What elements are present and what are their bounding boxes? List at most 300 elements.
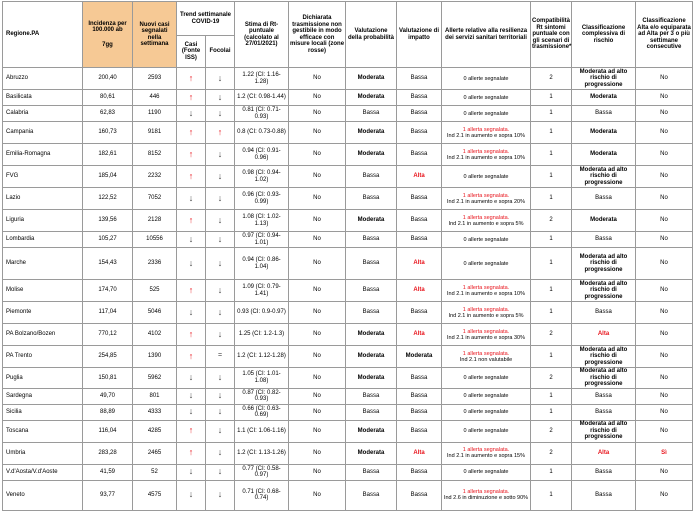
arrow-down-icon: ↓ — [188, 257, 194, 268]
allerte-cell — [442, 280, 531, 302]
trend-casi-cell — [177, 166, 206, 188]
classificazione-alta-cell: No — [636, 388, 693, 404]
dichiarata-cell: No — [289, 68, 346, 90]
rt-cell: 0.71 (CI: 0.68-0.74) — [235, 480, 289, 510]
allerta-segnalata-label: 1 allerta segnalata. — [462, 306, 510, 313]
nuovi-casi-cell: 4575 — [133, 480, 177, 510]
allerte-cell — [442, 346, 531, 368]
allerte-text: Ind 2.1 in aumento e sopra 10% — [447, 154, 525, 161]
probabilita-cell: Moderata — [346, 68, 397, 90]
nuovi-casi-cell: 2128 — [133, 210, 177, 232]
allerte-text: Ind 2.1 in aumento e sopra 30% — [447, 334, 525, 341]
nuovi-casi-cell: 9181 — [133, 122, 177, 144]
classificazione-alta-cell: No — [636, 346, 693, 368]
impatto-cell: Moderata — [397, 346, 442, 368]
rt-cell: 0.96 (CI: 0.93-0.99) — [235, 188, 289, 210]
allerta-segnalata-label: 1 allerta segnalata. — [462, 447, 510, 453]
compatibili-cell: 2 — [531, 368, 572, 389]
trend-casi-cell — [177, 90, 206, 106]
arrow-down-icon: ↓ — [188, 107, 194, 118]
classificazione-cell: Moderata ad alto rischio di progressione — [572, 248, 636, 280]
allerte-cell — [442, 302, 531, 324]
probabilita-cell: Moderata — [346, 144, 397, 166]
arrow-down-icon: ↓ — [188, 466, 194, 477]
arrow-down-icon: ↓ — [217, 192, 223, 203]
region-cell: Lombardia — [3, 232, 83, 248]
trend-casi-cell — [177, 248, 206, 280]
trend-casi-cell — [177, 324, 206, 346]
header-trend-casi: Casi (Fonte ISS) — [177, 36, 206, 68]
trend-focolai-cell — [206, 210, 235, 232]
table-row — [3, 302, 693, 324]
trend-focolai-cell — [206, 302, 235, 324]
probabilita-cell: Bassa — [346, 280, 397, 302]
classificazione-cell: Moderata ad alto rischio di progressione — [572, 166, 636, 188]
classificazione-cell: Moderata — [572, 90, 636, 106]
incidenza-cell: 88,89 — [83, 404, 133, 420]
table-row — [3, 232, 693, 248]
dichiarata-cell: No — [289, 388, 346, 404]
classificazione-cell: Alta — [572, 324, 636, 346]
compatibili-cell: 1 — [531, 404, 572, 420]
classificazione-alta-cell: No — [636, 122, 693, 144]
trend-focolai-cell — [206, 420, 235, 442]
rt-cell: 1.22 (CI: 1.16-1.28) — [235, 68, 289, 90]
compatibili-cell: 2 — [531, 442, 572, 464]
table-row — [3, 122, 693, 144]
trend-focolai-cell — [206, 122, 235, 144]
allerte-cell — [442, 420, 531, 442]
nuovi-casi-cell: 2593 — [133, 68, 177, 90]
allerta-segnalata-label: 1 allerta segnalata. — [462, 350, 510, 357]
table-row — [3, 324, 693, 346]
classificazione-cell: Bassa — [572, 302, 636, 324]
classificazione-alta-cell: No — [636, 368, 693, 389]
incidenza-cell: 139,56 — [83, 210, 133, 232]
classificazione-cell: Bassa — [572, 388, 636, 404]
allerte-cell — [442, 324, 531, 346]
trend-focolai-cell — [206, 404, 235, 420]
region-cell: Umbria — [3, 442, 83, 464]
nuovi-casi-cell: 8152 — [133, 144, 177, 166]
compatibili-cell: 1 — [531, 280, 572, 302]
classificazione-cell: Moderata — [572, 122, 636, 144]
region-cell: Piemonte — [3, 302, 83, 324]
impatto-cell: Bassa — [397, 368, 442, 389]
impatto-cell: Bassa — [397, 388, 442, 404]
classificazione-cell: Moderata ad alto rischio di progressione — [572, 280, 636, 302]
trend-casi-cell — [177, 388, 206, 404]
nuovi-casi-cell: 1190 — [133, 106, 177, 122]
compatibili-cell: 1 — [531, 144, 572, 166]
probabilita-cell: Moderata — [346, 368, 397, 389]
table-row — [3, 144, 693, 166]
allerte-text: Ind 2.1 in aumento e sopra 10% — [447, 132, 525, 139]
probabilita-cell: Moderata — [346, 324, 397, 346]
rt-cell: 1.2 (CI: 1.13-1.26) — [235, 442, 289, 464]
allerte-text: Ind 2.1 in aumento e sopra 5% — [448, 312, 524, 319]
classificazione-cell: Bassa — [572, 404, 636, 420]
dichiarata-cell: No — [289, 122, 346, 144]
classificazione-cell: Moderata — [572, 144, 636, 166]
allerta-segnalata-label: 1 allerta segnalata. — [462, 328, 510, 335]
incidenza-cell: 80,61 — [83, 90, 133, 106]
compatibili-cell: 1 — [531, 188, 572, 210]
trend-focolai-cell — [206, 144, 235, 166]
header-allerte: Allerte relative alla resilienza dei servizi sanitari territoriali — [442, 2, 531, 68]
allerte-text: 0 allerte segnalate — [463, 94, 509, 101]
dichiarata-cell: No — [289, 90, 346, 106]
nuovi-casi-cell: 5962 — [133, 368, 177, 389]
arrow-up-icon: ↑ — [188, 170, 194, 181]
arrow-up-icon: ↑ — [188, 126, 194, 137]
allerte-text: 0 allerte segnalate — [463, 428, 509, 434]
probabilita-cell: Bassa — [346, 232, 397, 248]
classificazione-alta-cell: No — [636, 232, 693, 248]
allerta-segnalata-label: 1 allerta segnalata. — [462, 489, 510, 495]
rt-cell: 0.94 (CI: 0.86-1.04) — [235, 248, 289, 280]
impatto-cell: Bassa — [397, 68, 442, 90]
impatto-cell: Bassa — [397, 232, 442, 248]
dichiarata-cell: No — [289, 144, 346, 166]
probabilita-cell: Moderata — [346, 346, 397, 368]
region-cell: Marche — [3, 248, 83, 280]
table-row — [3, 68, 693, 90]
allerte-cell — [442, 368, 531, 389]
dichiarata-cell: No — [289, 302, 346, 324]
rt-cell: 0.94 (CI: 0.91-0.96) — [235, 144, 289, 166]
header-classificazione-alta: Classificazione Alta e/o equiparata ad Alta per 3 o più settimane consecutive — [636, 2, 693, 68]
probabilita-cell: Bassa — [346, 302, 397, 324]
classificazione-alta-cell: No — [636, 166, 693, 188]
nuovi-casi-cell: 801 — [133, 388, 177, 404]
region-cell: V.d'Aosta/V.d'Aoste — [3, 464, 83, 480]
compatibili-cell: 1 — [531, 232, 572, 248]
rt-cell: 1.09 (CI: 0.79-1.41) — [235, 280, 289, 302]
allerte-cell — [442, 442, 531, 464]
region-cell: FVG — [3, 166, 83, 188]
table-row — [3, 404, 693, 420]
classificazione-cell: Moderata — [572, 210, 636, 232]
classificazione-alta-cell: No — [636, 480, 693, 510]
compatibili-cell: 1 — [531, 106, 572, 122]
table-body — [3, 68, 693, 511]
dichiarata-cell: No — [289, 464, 346, 480]
header-classificazione: Classificazione complessiva di rischio — [572, 2, 636, 68]
trend-focolai-cell — [206, 480, 235, 510]
classificazione-cell: Moderata ad alto rischio di progressione — [572, 68, 636, 90]
impatto-cell: Bassa — [397, 188, 442, 210]
classificazione-cell: Bassa — [572, 188, 636, 210]
classificazione-cell: Bassa — [572, 232, 636, 248]
nuovi-casi-cell: 2336 — [133, 248, 177, 280]
rt-cell: 0.81 (CI: 0.71-0.93) — [235, 106, 289, 122]
arrow-up-icon: ↑ — [217, 126, 223, 137]
trend-casi-cell — [177, 464, 206, 480]
trend-casi-cell — [177, 346, 206, 368]
compatibili-cell: 1 — [531, 122, 572, 144]
trend-casi-cell — [177, 188, 206, 210]
equal-icon: = — [217, 352, 223, 360]
arrow-down-icon: ↓ — [188, 406, 194, 417]
header-dichiarata: Dichiarata trasmissione non gestibile in modo efficace con misure locali (zone rosse) — [289, 2, 346, 68]
trend-casi-cell — [177, 210, 206, 232]
region-cell: Molise — [3, 280, 83, 302]
trend-focolai-cell — [206, 90, 235, 106]
dichiarata-cell: No — [289, 280, 346, 302]
compatibili-cell: 2 — [531, 210, 572, 232]
incidenza-cell: 154,43 — [83, 248, 133, 280]
classificazione-alta-cell: No — [636, 68, 693, 90]
dichiarata-cell: No — [289, 420, 346, 442]
incidenza-cell: 105,27 — [83, 232, 133, 248]
allerte-text: Ind 2.1 in aumento e sopra 20% — [447, 198, 525, 205]
nuovi-casi-cell: 4285 — [133, 420, 177, 442]
trend-focolai-cell — [206, 248, 235, 280]
impatto-cell: Bassa — [397, 90, 442, 106]
classificazione-alta-cell: No — [636, 248, 693, 280]
region-cell: PA Bolzano/Bozen — [3, 324, 83, 346]
rt-cell: 0.87 (CI: 0.82-0.93) — [235, 388, 289, 404]
allerte-cell — [442, 210, 531, 232]
classificazione-alta-cell: No — [636, 420, 693, 442]
classificazione-cell: Bassa — [572, 480, 636, 510]
arrow-down-icon: ↓ — [217, 390, 223, 401]
header-probabilita: Valutazione della probabilità — [346, 2, 397, 68]
trend-casi-cell — [177, 144, 206, 166]
region-cell: Puglia — [3, 368, 83, 389]
probabilita-cell: Bassa — [346, 404, 397, 420]
rt-cell: 0.8 (CI: 0.73-0.88) — [235, 122, 289, 144]
incidenza-cell: 770,12 — [83, 324, 133, 346]
header-rt: Stima di Rt-puntuale (calcolato al 27/01/2021) — [235, 2, 289, 68]
rt-cell: 0.97 (CI: 0.94-1.01) — [235, 232, 289, 248]
region-cell: Campania — [3, 122, 83, 144]
arrow-up-icon: ↑ — [188, 447, 194, 458]
incidenza-cell: 116,04 — [83, 420, 133, 442]
classificazione-alta-cell: No — [636, 106, 693, 122]
allerte-text: Ind 2.6 in diminuzione e sotto 90% — [443, 495, 529, 501]
trend-focolai-cell — [206, 188, 235, 210]
arrow-up-icon: ↑ — [188, 72, 194, 83]
dichiarata-cell: No — [289, 324, 346, 346]
table-row — [3, 388, 693, 404]
probabilita-cell: Bassa — [346, 248, 397, 280]
arrow-down-icon: ↓ — [217, 233, 223, 244]
arrow-down-icon: ↓ — [217, 425, 223, 436]
incidenza-cell: 254,85 — [83, 346, 133, 368]
allerte-text: Ind 2.1 non valutabile — [459, 356, 513, 363]
arrow-down-icon: ↓ — [217, 72, 223, 83]
trend-casi-cell — [177, 302, 206, 324]
probabilita-cell: Bassa — [346, 388, 397, 404]
allerte-cell — [442, 106, 531, 122]
compatibili-cell: 1 — [531, 166, 572, 188]
dichiarata-cell: No — [289, 210, 346, 232]
impatto-cell: Bassa — [397, 480, 442, 510]
classificazione-alta-cell: No — [636, 280, 693, 302]
allerte-cell — [442, 464, 531, 480]
classificazione-cell: Bassa — [572, 106, 636, 122]
arrow-down-icon: ↓ — [188, 372, 194, 382]
allerte-cell — [442, 404, 531, 420]
table-row — [3, 420, 693, 442]
region-cell: Calabria — [3, 106, 83, 122]
trend-focolai-cell — [206, 464, 235, 480]
arrow-down-icon: ↓ — [217, 107, 223, 118]
classificazione-cell: Moderata ad alto rischio di progressione — [572, 368, 636, 389]
probabilita-cell: Moderata — [346, 122, 397, 144]
classificazione-cell: Alta — [572, 442, 636, 464]
table-row — [3, 166, 693, 188]
incidenza-cell: 200,40 — [83, 68, 133, 90]
incidenza-cell: 93,77 — [83, 480, 133, 510]
allerte-cell — [442, 480, 531, 510]
table-row — [3, 464, 693, 480]
region-cell: Lazio — [3, 188, 83, 210]
probabilita-cell: Moderata — [346, 90, 397, 106]
classificazione-alta-cell: No — [636, 210, 693, 232]
arrow-down-icon: ↓ — [217, 489, 223, 500]
compatibili-cell: 1 — [531, 248, 572, 280]
table-row — [3, 280, 693, 302]
incidenza-cell: 160,73 — [83, 122, 133, 144]
arrow-down-icon: ↓ — [217, 284, 223, 295]
arrow-up-icon: ↑ — [188, 91, 194, 102]
trend-focolai-cell — [206, 232, 235, 248]
classificazione-cell: Moderata ad alto rischio di progressione — [572, 420, 636, 442]
allerte-cell — [442, 144, 531, 166]
probabilita-cell: Bassa — [346, 188, 397, 210]
arrow-down-icon: ↓ — [217, 91, 223, 102]
table-row — [3, 368, 693, 389]
impatto-cell: Bassa — [397, 302, 442, 324]
trend-focolai-cell — [206, 280, 235, 302]
nuovi-casi-cell: 446 — [133, 90, 177, 106]
table-row — [3, 188, 693, 210]
arrow-down-icon: ↓ — [217, 257, 223, 268]
incidenza-cell: 182,61 — [83, 144, 133, 166]
incidenza-cell: 174,70 — [83, 280, 133, 302]
classificazione-alta-cell: No — [636, 90, 693, 106]
allerte-cell — [442, 68, 531, 90]
rt-cell: 1.2 (CI: 1.12-1.28) — [235, 346, 289, 368]
trend-casi-cell — [177, 232, 206, 248]
allerte-text: 0 allerte segnalate — [463, 173, 509, 180]
arrow-down-icon: ↓ — [217, 214, 223, 225]
allerta-segnalata-label: 1 allerta segnalata. — [462, 214, 510, 221]
compatibili-cell: 1 — [531, 90, 572, 106]
allerte-text: 0 allerte segnalate — [463, 260, 509, 267]
incidenza-cell: 283,28 — [83, 442, 133, 464]
allerta-segnalata-label: 1 allerta segnalata. — [462, 126, 510, 133]
impatto-cell: Bassa — [397, 420, 442, 442]
allerte-cell — [442, 122, 531, 144]
arrow-down-icon: ↓ — [217, 170, 223, 181]
compatibili-cell: 1 — [531, 480, 572, 510]
rt-cell: 1.05 (CI: 1.01-1.08) — [235, 368, 289, 389]
table-row — [3, 106, 693, 122]
classificazione-cell: Bassa — [572, 464, 636, 480]
allerte-cell — [442, 232, 531, 248]
nuovi-casi-cell: 5046 — [133, 302, 177, 324]
allerte-text: 0 allerte segnalate — [463, 469, 509, 475]
impatto-cell: Alta — [397, 280, 442, 302]
arrow-down-icon: ↓ — [188, 390, 194, 401]
impatto-cell: Bassa — [397, 144, 442, 166]
dichiarata-cell: No — [289, 346, 346, 368]
arrow-up-icon: ↑ — [188, 284, 194, 295]
rt-cell: 1.2 (CI: 0.98-1.44) — [235, 90, 289, 106]
trend-casi-cell — [177, 122, 206, 144]
table-row — [3, 210, 693, 232]
header-impatto: Valutazione di impatto — [397, 2, 442, 68]
arrow-down-icon: ↓ — [217, 306, 223, 317]
compatibili-cell: 1 — [531, 346, 572, 368]
impatto-cell: Bassa — [397, 122, 442, 144]
rt-cell: 0.98 (CI: 0.94-1.02) — [235, 166, 289, 188]
arrow-down-icon: ↓ — [188, 192, 194, 203]
arrow-down-icon: ↓ — [217, 406, 223, 417]
compatibili-cell: 2 — [531, 420, 572, 442]
allerte-text: Ind 2.1 in aumento e sopra 15% — [447, 453, 525, 459]
nuovi-casi-cell: 4333 — [133, 404, 177, 420]
arrow-up-icon: ↑ — [188, 148, 194, 159]
trend-casi-cell — [177, 368, 206, 389]
probabilita-cell: Moderata — [346, 442, 397, 464]
allerta-segnalata-label: 1 allerta segnalata. — [462, 284, 510, 291]
allerta-segnalata-label: 1 allerta segnalata. — [462, 148, 510, 155]
nuovi-casi-cell: 2232 — [133, 166, 177, 188]
nuovi-casi-cell: 4102 — [133, 324, 177, 346]
nuovi-casi-cell: 1390 — [133, 346, 177, 368]
allerte-text: Ind 2.1 in aumento e sopra 10% — [447, 290, 525, 297]
region-cell: Basilicata — [3, 90, 83, 106]
allerte-cell — [442, 188, 531, 210]
dichiarata-cell: No — [289, 106, 346, 122]
table-row — [3, 480, 693, 510]
trend-focolai-cell — [206, 388, 235, 404]
allerte-cell — [442, 166, 531, 188]
dichiarata-cell: No — [289, 248, 346, 280]
arrow-up-icon: ↑ — [188, 350, 194, 361]
trend-casi-cell — [177, 442, 206, 464]
incidenza-cell: 41,59 — [83, 464, 133, 480]
allerte-cell — [442, 90, 531, 106]
compatibili-cell: 2 — [531, 68, 572, 90]
arrow-down-icon: ↓ — [188, 489, 194, 500]
nuovi-casi-cell: 52 — [133, 464, 177, 480]
table-header — [3, 2, 693, 68]
dichiarata-cell: No — [289, 166, 346, 188]
impatto-cell: Bassa — [397, 106, 442, 122]
trend-focolai-cell — [206, 442, 235, 464]
arrow-up-icon: ↑ — [188, 425, 194, 436]
header-region: Regione.PA — [3, 2, 83, 68]
probabilita-cell: Bassa — [346, 464, 397, 480]
classificazione-alta-cell: No — [636, 144, 693, 166]
allerte-text: 0 allerte segnalate — [463, 75, 509, 82]
compatibili-cell: 2 — [531, 324, 572, 346]
trend-casi-cell — [177, 404, 206, 420]
classificazione-alta-cell: No — [636, 404, 693, 420]
rt-cell: 1.1 (CI: 1.06-1.16) — [235, 420, 289, 442]
incidenza-cell: 122,52 — [83, 188, 133, 210]
rt-cell: 0.93 (CI: 0.9-0.97) — [235, 302, 289, 324]
impatto-cell: Bassa — [397, 404, 442, 420]
classificazione-alta-cell: No — [636, 188, 693, 210]
incidenza-cell: 117,04 — [83, 302, 133, 324]
